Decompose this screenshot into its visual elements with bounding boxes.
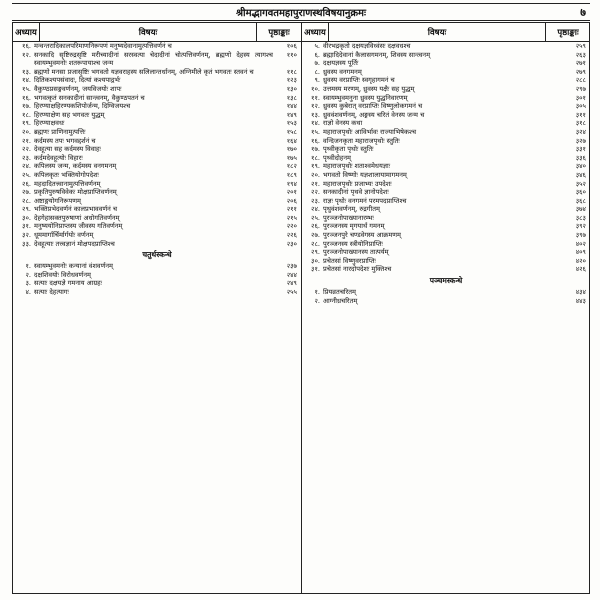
page-number-cell: २४४ [286, 270, 297, 279]
page-number-cell: १५८ [286, 127, 297, 136]
table-row [302, 162, 590, 171]
subject-text: कर्दमस्य तपः भगवद्दर्शनं च [34, 136, 96, 145]
right-column [302, 23, 590, 593]
table-row [302, 102, 590, 111]
chapter-number: १. [314, 288, 320, 297]
table-row [302, 154, 590, 163]
table-row [302, 240, 590, 249]
page-number-cell: ३८३ [575, 213, 586, 222]
chapter-number: १३. [22, 67, 31, 76]
table-row [13, 119, 301, 128]
table-row [302, 111, 590, 120]
page-number-cell: ३१८ [575, 119, 586, 128]
subject-text: भगवत्कृतं सनकादीनां सान्त्वनम्, वैकुण्ठपतनं च [34, 93, 145, 102]
table-row [13, 76, 301, 85]
page-number-cell: ३०५ [575, 102, 586, 111]
page-number-cell: २३७ [286, 262, 297, 271]
subject-text: कपिलकृतः भक्तियोगोपदेशः [34, 170, 99, 179]
chapter-header: अध्याय [13, 23, 40, 41]
chapter-number: ३. [25, 279, 31, 288]
table-row [302, 42, 590, 51]
page-number-cell: १८२ [286, 162, 297, 171]
table-row [13, 154, 301, 163]
subject-text: सत्याः देहत्यागः [34, 288, 69, 297]
chapter-number: १४. [22, 76, 31, 85]
page-number-cell: ११८ [286, 67, 297, 76]
chapter-number: १९. [311, 162, 320, 171]
page-number-cell: १३८ [286, 93, 297, 102]
subject-text: दितिकश्यपसंवादः, दित्यां कश्यपाद्गर्भः [34, 76, 121, 85]
page-number-cell: ३०१ [575, 93, 586, 102]
subject-text: ध्रुववंशवर्णनम्, अङ्गस्य चरितं वेनस्य जन्म च [323, 110, 425, 119]
subject-text: देवहूत्या सह कर्दमस्य विवाहः [34, 145, 101, 154]
chapter-number: २. [25, 270, 31, 279]
chapter-number: १८. [22, 110, 31, 119]
page-number-cell: ३२४ [575, 127, 586, 136]
table-row [302, 119, 590, 128]
table-row [302, 85, 590, 94]
table-row [13, 288, 301, 297]
subject-text: धूममार्गार्चिर्मार्गयोः वर्णनम् [34, 231, 94, 240]
subject-header: विषयः [138, 27, 158, 38]
subject-text: महाराजपृथोः आविर्भावः राज्याभिषेकश्च [323, 127, 417, 136]
chapter-number: १६. [22, 93, 31, 102]
chapter-number: १८. [311, 153, 320, 162]
chapter-number: ३०. [22, 213, 31, 222]
subject-text: हिरण्याक्षहिरण्यकशिपोर्जन्म, दिग्विजयश्च [34, 102, 131, 111]
chapter-number: १९. [22, 119, 31, 128]
page-number-cell: ३२७ [575, 136, 586, 145]
page-number-cell: १६४ [286, 136, 297, 145]
subject-text: स्वायम्भुवमनोः कन्यानां वंशवर्णनम् [34, 262, 113, 271]
subject-text: वीरभद्रकृतो दक्षयज्ञविध्वंसः दक्षवधश्च [323, 42, 411, 50]
chapter-number: ९. [314, 76, 320, 85]
table-row [13, 162, 301, 171]
page-number-cell: ४२० [575, 256, 586, 265]
page-number-cell: १९४ [286, 179, 297, 188]
table-row [302, 137, 590, 146]
page-number-cell: २७१ [575, 59, 586, 68]
table-row [302, 297, 590, 306]
subject-text: महाराजपृथोः प्रजाभ्यः उपदेशः [323, 179, 392, 188]
chapter-number: २९. [22, 205, 31, 214]
page-number: ७ [580, 6, 586, 19]
table-row [302, 222, 590, 231]
subject-text: सत्याः दक्षयज्ञे गमनाय आग्रहः [34, 279, 102, 288]
subject-text: हिरण्याक्षेण सह भगवतः युद्धम् [34, 110, 105, 119]
table-row [302, 205, 590, 214]
page-number-cell: ४२६ [575, 265, 586, 274]
subject-text: ब्रह्मणो मनसा प्रजासृष्टिः भगवतो यज्ञवराहस्य सलिलान्तर्धानम्, अग्निमीले कृतं भगवतः स्तवनं च [34, 67, 254, 76]
subject-text: हिरण्याक्षवधः [34, 119, 65, 128]
page-number-cell: १७० [286, 145, 297, 154]
chapter-number: ८. [314, 67, 320, 76]
table-row [13, 145, 301, 154]
subject-text: पुरञ्जनस्य स्त्रीयोनिप्राप्तिः [323, 239, 383, 248]
page-number-cell: २७९ [575, 67, 586, 76]
chapter-number: ३१. [311, 265, 320, 274]
page-number-cell: २११ [286, 205, 297, 214]
chapter-number: १७. [311, 145, 320, 154]
chapter-number: २५. [311, 213, 320, 222]
page-number-cell: ४०९ [575, 248, 586, 257]
chapter-number: २०. [22, 127, 31, 136]
table-row [302, 231, 590, 240]
table-row [13, 205, 301, 214]
subject-text: कपिलस्य जन्म, कर्दमस्य वनगमनम् [34, 162, 117, 171]
chapter-number: ३१. [22, 222, 31, 231]
subject-text: दक्षयज्ञस्य पूर्तिः [323, 59, 359, 68]
page-title: श्रीमद्भागवतमहापुराणस्थविषयानुक्रमः [235, 8, 367, 19]
table-row [13, 180, 301, 189]
page-number-cell: २४९ [286, 279, 297, 288]
chapter-number: २७. [311, 231, 320, 240]
left-rows [13, 42, 301, 593]
subject-text: पुरञ्जनोपाख्यानस्य तात्पर्यम् [323, 248, 389, 257]
subject-text: वन्दिजनकृता महाराजपृथोः स्तुतिः [323, 136, 400, 145]
table-row [302, 214, 590, 223]
chapter-header: अध्याय [302, 23, 329, 41]
subject-text: ध्रुवस्य वनगमनम् [323, 67, 362, 76]
chapter-number: २८. [311, 239, 320, 248]
page-number-cell: ३४६ [575, 170, 586, 179]
page-number-cell: २५५ [286, 288, 297, 297]
chapter-number: २३. [311, 196, 320, 205]
table-row [13, 214, 301, 223]
subject-text: पृथ्वीदोहनम् [323, 153, 351, 162]
subject-text: राज्ञो वेनस्य कथा [323, 119, 363, 128]
table-row [302, 76, 590, 85]
table-row [13, 42, 301, 51]
table-row [13, 102, 301, 111]
chapter-number: ७. [314, 59, 320, 68]
table-row [302, 145, 590, 154]
subject-text: ब्रह्मणः प्राणिनामुत्पत्तिः [34, 127, 86, 136]
subject-text: पुरञ्जनस्य मृगयार्थं गमनम् [323, 222, 385, 231]
subject-text: मनुष्ययोनिप्राप्तस्य जीवस्य गतिवर्णनम् [34, 222, 123, 231]
subject-text: वैकुण्ठप्रसङ्गवर्णनम्, जयविजयोः शापः [34, 84, 122, 93]
subject-text: प्रचेतसां विष्णुवरप्राप्तिः [323, 256, 376, 265]
subject-text: पृथुवंशवर्णनम्, रुद्रगीतम् [323, 205, 380, 214]
table-row [302, 257, 590, 266]
page-number-cell: ४०२ [575, 239, 586, 248]
table-row [13, 240, 301, 249]
page-number-cell: २१५ [286, 213, 297, 222]
page-number-cell: ३४० [575, 162, 586, 171]
page-number-cell: २९७ [575, 84, 586, 93]
table-row [13, 137, 301, 146]
subject-text: ब्रह्मादिदेवानां कैलासगमनम्, शिवस्य सान्त्वनम् [323, 50, 431, 59]
table-row [13, 85, 301, 94]
subject-text: ध्रुवस्य कुबेरात् वरप्राप्तिः विष्णुलोकगमनं च [323, 102, 423, 111]
table-row [13, 128, 301, 137]
table-row [302, 248, 590, 257]
table-row [302, 68, 590, 77]
table-row [13, 231, 301, 240]
subject-text: कर्दमदेवहूत्योः विहारः [34, 153, 83, 162]
table-row [13, 262, 301, 271]
table-row [13, 94, 301, 103]
table-row [302, 59, 590, 68]
subject-text: पृथ्वीकृता पृथोः स्तुतिः [323, 145, 374, 154]
page-number-cell: ४४३ [575, 296, 586, 305]
page-number-cell: १३० [286, 84, 297, 93]
subject-text: देहगेहासक्तपुरुषाणां अधोगतिवर्णनम् [34, 213, 120, 222]
chapter-number: १२. [311, 102, 320, 111]
subject-text: महदादितत्त्वानामुत्पत्तिवर्णनम् [34, 179, 101, 188]
page-number-cell: २०१ [286, 188, 297, 197]
chapter-number: १. [25, 262, 31, 271]
subject-text: ध्रुवस्य वरप्राप्तिः स्वगृहागमनं च [323, 76, 395, 85]
page-number-cell: १८९ [286, 170, 297, 179]
table-row [302, 94, 590, 103]
table-row [13, 68, 301, 77]
chapter-number: १६. [22, 42, 31, 50]
chapter-number: २७. [22, 188, 31, 197]
right-column-header [302, 23, 590, 42]
chapter-number: २१. [22, 136, 31, 145]
chapter-number: ३०. [311, 256, 320, 265]
subject-text: दक्षशिवयोः विरोधवर्णनम् [34, 270, 91, 279]
chapter-number: १०. [311, 84, 320, 93]
chapter-number: २४. [22, 162, 31, 171]
chapter-number: २२. [22, 145, 31, 154]
page-number-cell: २२६ [286, 231, 297, 240]
table-row [13, 197, 301, 206]
chapter-number: २८. [22, 196, 31, 205]
chapter-number: ३२. [22, 231, 31, 240]
chapter-number: २१. [311, 179, 320, 188]
chapter-number: १२. [22, 50, 31, 59]
page-number-cell: १७५ [286, 153, 297, 162]
chapter-number: १५. [311, 127, 320, 136]
subject-text: देवहूत्याः तत्त्वज्ञानं मोक्षपदप्राप्तिश्च [34, 239, 115, 248]
table-row [13, 51, 301, 68]
page-number-cell: ३३६ [575, 153, 586, 162]
chapter-number: ४. [25, 288, 31, 297]
page-header-cell: पृष्ठाङ्काः [545, 23, 590, 41]
subject-text: सनकादीनां पृथवे ज्ञानोपदेशः [323, 188, 389, 197]
table-row [302, 197, 590, 206]
subject-text: मन्वन्तरादिकालपरिमाणनिरूपणं मनुष्यदेवानामुत्पत्तिवर्णनं च [34, 42, 172, 50]
table-row [13, 171, 301, 180]
chapter-number: २९. [311, 248, 320, 257]
chapter-number: १४. [311, 119, 320, 128]
subject-text: महाराजपृथोः शताश्वमेधयज्ञाः [323, 162, 391, 171]
subject-text: राज्ञः पृथोः वनगमनं परमपदप्राप्तिश्च [323, 196, 407, 205]
chapter-number: ५. [314, 42, 320, 50]
page-number-cell: ३५२ [575, 179, 586, 188]
table-row [302, 128, 590, 137]
table-row [302, 51, 590, 60]
page-number-cell: १४४ [286, 102, 297, 111]
page-number-cell: ३३१ [575, 145, 586, 154]
table-row [13, 111, 301, 120]
page-number-cell: २६३ [575, 50, 586, 59]
right-rows [302, 42, 590, 593]
page-number-cell: ३७४ [575, 205, 586, 214]
chapter-number: २२. [311, 188, 320, 197]
page-number-cell: १०६ [286, 42, 297, 50]
chapter-number: ११. [311, 93, 320, 102]
page-number-cell: २५९ [575, 42, 586, 50]
chapter-number: ३३. [22, 239, 31, 248]
page-number-cell: ३६० [575, 188, 586, 197]
subject-text: पुरञ्जनोपाख्यानारम्भः [323, 213, 374, 222]
page-number-cell: ३६८ [575, 196, 586, 205]
table-row [302, 265, 590, 274]
table-row [13, 188, 301, 197]
left-column [13, 23, 302, 593]
subject-text: प्रचेतसां नारदोपदेशः मुक्तिश्च [323, 265, 392, 274]
subject-text: भगवतो विष्णोः यज्ञशालायामागमनम् [323, 170, 407, 179]
left-column-header [13, 23, 301, 42]
subject-text: प्रकृतिपुरुषविवेकः मोक्षप्राप्तिवर्णनम् [34, 188, 117, 197]
subject-text: प्रियव्रतचरितम् [323, 288, 357, 297]
page-number-cell: ४३४ [575, 288, 586, 297]
page-number-cell: १२३ [286, 76, 297, 85]
subject-text: आग्नीध्रचरितम् [323, 296, 358, 305]
chapter-number: २४. [311, 205, 320, 214]
page-number-cell: २८८ [575, 76, 586, 85]
chapter-number: १३. [311, 110, 320, 119]
table-row [302, 171, 590, 180]
chapter-number: २६. [311, 222, 320, 231]
page-header-cell: पृष्ठाङ्काः [256, 23, 301, 41]
chapter-number: १७. [22, 102, 31, 111]
chapter-number: २. [314, 296, 320, 305]
chapter-number: २०. [311, 170, 320, 179]
page-number-cell: ३९७ [575, 231, 586, 240]
table-row [302, 188, 590, 197]
subject-text: पुरञ्जनपुरे चण्डवेगस्य आक्रमणम् [323, 231, 401, 240]
table-row [302, 180, 590, 189]
page-number-cell: २३० [286, 239, 297, 248]
subject-text: भक्तिप्रभेदवर्णनं कालप्रभाववर्णनं च [34, 205, 118, 214]
page-number-cell: १४९ [286, 110, 297, 119]
table-row [13, 279, 301, 288]
subject-header: विषयः [427, 27, 447, 38]
section-heading: पञ्चमस्कन्धे [429, 276, 463, 286]
chapter-number: १६. [311, 136, 320, 145]
contents-table [12, 22, 590, 594]
subject-text: उत्तमस्य मरणम्, ध्रुवस्य यक्षैः सह युद्धम् [323, 84, 415, 93]
page-header [12, 3, 590, 21]
page-number-cell: २०६ [286, 196, 297, 205]
section-heading: चतुर्थस्कन्धे [142, 250, 172, 260]
page-number-cell: १५३ [286, 119, 297, 128]
page-number-cell: ११० [286, 50, 297, 59]
table-row [302, 288, 590, 297]
chapter-number: २६. [22, 179, 31, 188]
chapter-number: २३. [22, 153, 31, 162]
chapter-number: ६. [314, 50, 320, 59]
table-row [13, 271, 301, 280]
subject-text: सनकादि सृष्टिरुद्रसृष्टि मरीच्यादीनां सरस्वत्या चेदादीनां चोत्पत्तिवर्णनम्, ब्रह्मणो देहस्य त्यागश्च स्वायम्भुवमनोः शतरूपायाश्च जन्म [34, 50, 273, 68]
subject-text: अष्टाङ्गयोगनिरूपणम् [34, 196, 81, 205]
chapter-number: १५. [22, 84, 31, 93]
chapter-number: २५. [22, 170, 31, 179]
page-number-cell: २२० [286, 222, 297, 231]
page-number-cell: ३९२ [575, 222, 586, 231]
table-row [13, 222, 301, 231]
subject-text: स्वायम्भुवमनुना ध्रुवस्य युद्धनिवारणम् [323, 93, 408, 102]
page-number-cell: ३११ [575, 110, 586, 119]
